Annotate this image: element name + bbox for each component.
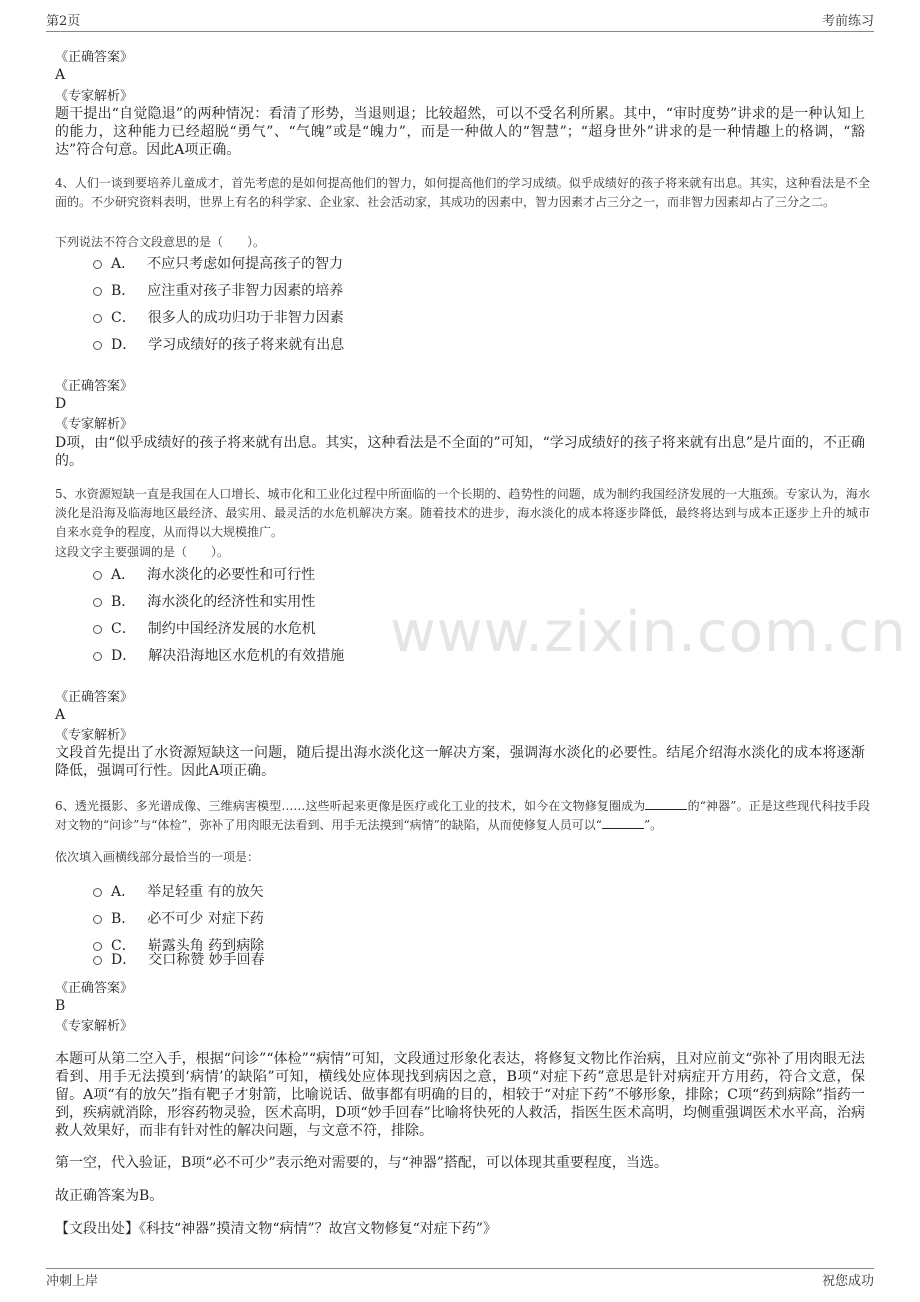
- question-stem: [55, 797, 870, 835]
- option-c[interactable]: [93, 620, 316, 639]
- footer-left-label: 冲刺上岸: [46, 1274, 99, 1289]
- option-letter: C．: [111, 938, 136, 954]
- analysis-text: D项，由“似乎成绩好的孩子将来就有出息。其实，这种看法是不全面的”可知，“学习成绩好的孩子将来就有出息”是片面的，不正确的。: [55, 435, 865, 469]
- option-letter: A．: [111, 567, 136, 583]
- footer-divider: [46, 1268, 874, 1269]
- radio-button[interactable]: [93, 260, 102, 269]
- option-letter: A．: [111, 256, 136, 272]
- analysis-heading: 《专家解析》: [55, 89, 134, 104]
- analysis-text: 第一空，代入验证，B项“必不可少”表示绝对需要的，与“神器”搭配，可以体现其重要程度，当选。: [55, 1155, 668, 1171]
- radio-button[interactable]: [93, 598, 102, 607]
- option-c[interactable]: [93, 309, 344, 328]
- watermark: www.zixin.com.cn: [390, 600, 907, 665]
- option-letter: D．: [111, 337, 137, 353]
- answer-value: A: [55, 707, 66, 723]
- analysis-heading: 《专家解析》: [55, 1019, 134, 1034]
- radio-button[interactable]: [93, 956, 102, 965]
- answer-value: B: [55, 998, 66, 1014]
- option-text: 举足轻重 有的放矢: [147, 884, 264, 900]
- radio-button[interactable]: [93, 341, 102, 350]
- option-b[interactable]: [93, 282, 343, 301]
- option-text: 海水淡化的必要性和可行性: [147, 567, 316, 583]
- option-text: 学习成绩好的孩子将来就有出息: [148, 337, 345, 353]
- option-a[interactable]: [93, 883, 264, 902]
- option-letter: A．: [111, 884, 136, 900]
- option-letter: B．: [111, 594, 136, 610]
- option-d[interactable]: [93, 951, 265, 970]
- question-prompt: 下列说法不符合文段意思的是（ ）。: [55, 235, 266, 249]
- option-text: 很多人的成功归功于非智力因素: [147, 310, 344, 326]
- stem-text: 6、透光摄影、多光谱成像、三维病害模型……这些听起来更像是医疗或化工业的技术，如今在文物修复圈成为: [55, 799, 646, 813]
- option-text: 必不可少 对症下药: [147, 911, 264, 927]
- option-letter: C．: [111, 310, 136, 326]
- question-prompt: 这段文字主要强调的是（ ）。: [55, 545, 230, 559]
- answer-heading: 《正确答案》: [55, 690, 134, 705]
- radio-button[interactable]: [93, 571, 102, 580]
- stem-text: 的“神器”。正是这些现代科技手段对文物的“问诊”与“体检”，弥补了用肉眼无法看到、用手无法摸到“病情”的缺陷，从而使修复人员可以“: [55, 799, 870, 832]
- header-title: 考前练习: [821, 14, 874, 29]
- fill-blank-1: [645, 797, 687, 810]
- option-text: 崭露头角 药到病除: [147, 938, 265, 954]
- question-stem: 4、人们一谈到要培养儿童成才，首先考虑的是如何提高他们的智力，如何提高他们的学习成绩。似乎成绩好的孩子将来就有出息。其实，这种看法是不全面的。不少研究资料表明，世界上有名的科学家、企业家、社会活动家，其成功的因素中，智力因素才占三分之一，而非智力因素却占了三分之二。: [55, 176, 870, 209]
- analysis-text: 题干提出“自觉隐退”的两种情况：看清了形势，当退则退；比较超然，可以不受名利所累。其中，“审时度势”讲求的是一种认知上的能力，这种能力已经超脱“勇气”、“气魄”或是“魄力”，而是一种做人的“智慧”；“超身世外”讲求的是一种情趣上的格调，“豁达”符合句意。因此A项正确。: [55, 106, 865, 158]
- option-letter: D．: [111, 648, 137, 664]
- question-prompt: 依次填入画横线部分最恰当的一项是：: [55, 850, 260, 864]
- option-letter: C．: [111, 621, 136, 637]
- option-text: 不应只考虑如何提高孩子的智力: [147, 256, 344, 272]
- option-letter: D．: [111, 952, 137, 968]
- analysis-heading: 《专家解析》: [55, 417, 134, 432]
- answer-value: A: [55, 67, 66, 83]
- option-letter: B．: [111, 283, 136, 299]
- option-d[interactable]: [93, 647, 344, 666]
- radio-button[interactable]: [93, 888, 102, 897]
- radio-button[interactable]: [93, 942, 102, 951]
- radio-button[interactable]: [93, 314, 102, 323]
- analysis-text: 本题可从第二空入手，根据“问诊”“体检”“病情”可知，文段通过形象化表达，将修复文物比作治病，且对应前文“弥补了用肉眼无法看到、用手无法摸到‘病情’的缺陷”可知，横线处应体现找到病因之意，B项“对症下药”意思是针对病症开方用药，符合文意，保留。A项“有的放矢”指有靶子才射箭，比喻说话、做事都有明确的目的，相较于“对症下药”不够形象，排除；C项“药到病除”指药一到，疾病就消除，形容药物灵验，医术高明，D项“妙手回春”比喻将快死的人救活，指医生医术高明，均侧重强调医术水平高，治病救人效果好，而非有针对性的解决问题，与文意不符，排除。: [55, 1051, 865, 1139]
- option-text: 交口称赞 妙手回春: [148, 952, 265, 968]
- radio-button[interactable]: [93, 625, 102, 634]
- question-stem: 5、水资源短缺一直是我国在人口增长、城市化和工业化过程中所面临的一个长期的、趋势性的问题，成为制约我国经济发展的一大瓶颈。专家认为，海水淡化是沿海及临海地区最经济、最实用、最灵活的水危机解决方案。随着技术的进步，海水淡化的成本将逐步降低，最终将达到与成本正逐步上升的城市自来水竞争的程度，从而得以大规模推广。: [55, 487, 870, 539]
- answer-value: D: [55, 396, 67, 412]
- radio-button[interactable]: [93, 287, 102, 296]
- analysis-heading: 《专家解析》: [55, 728, 134, 743]
- option-text: 解决沿海地区水危机的有效措施: [148, 648, 345, 664]
- option-text: 海水淡化的经济性和实用性: [147, 594, 316, 610]
- option-a[interactable]: [93, 566, 315, 585]
- radio-button[interactable]: [93, 652, 102, 661]
- option-text: 应注重对孩子非智力因素的培养: [147, 283, 344, 299]
- source-citation: 【文段出处】《科技“神器”摸清文物“病情”？故宫文物修复“对症下药”》: [55, 1221, 497, 1237]
- header-divider: [46, 31, 874, 32]
- page-number-label: 第2页: [46, 14, 81, 29]
- analysis-text: 文段首先提出了水资源短缺这一问题，随后提出海水淡化这一解决方案，强调海水淡化的必要性。结尾介绍海水淡化的成本将逐渐降低，强调可行性。因此A项正确。: [55, 745, 865, 779]
- option-a[interactable]: [93, 255, 343, 274]
- answer-heading: 《正确答案》: [55, 981, 134, 996]
- stem-text: ”。: [643, 818, 663, 832]
- analysis-text: 故正确答案为B。: [55, 1188, 164, 1204]
- footer-right-label: 祝您成功: [821, 1274, 874, 1289]
- option-letter: B．: [111, 911, 136, 927]
- fill-blank-2: [602, 816, 644, 829]
- option-d[interactable]: [93, 336, 344, 355]
- option-text: 制约中国经济发展的水危机: [147, 621, 316, 637]
- option-b[interactable]: [93, 910, 264, 929]
- option-b[interactable]: [93, 593, 315, 612]
- radio-button[interactable]: [93, 915, 102, 924]
- answer-heading: 《正确答案》: [55, 50, 134, 65]
- answer-heading: 《正确答案》: [55, 379, 134, 394]
